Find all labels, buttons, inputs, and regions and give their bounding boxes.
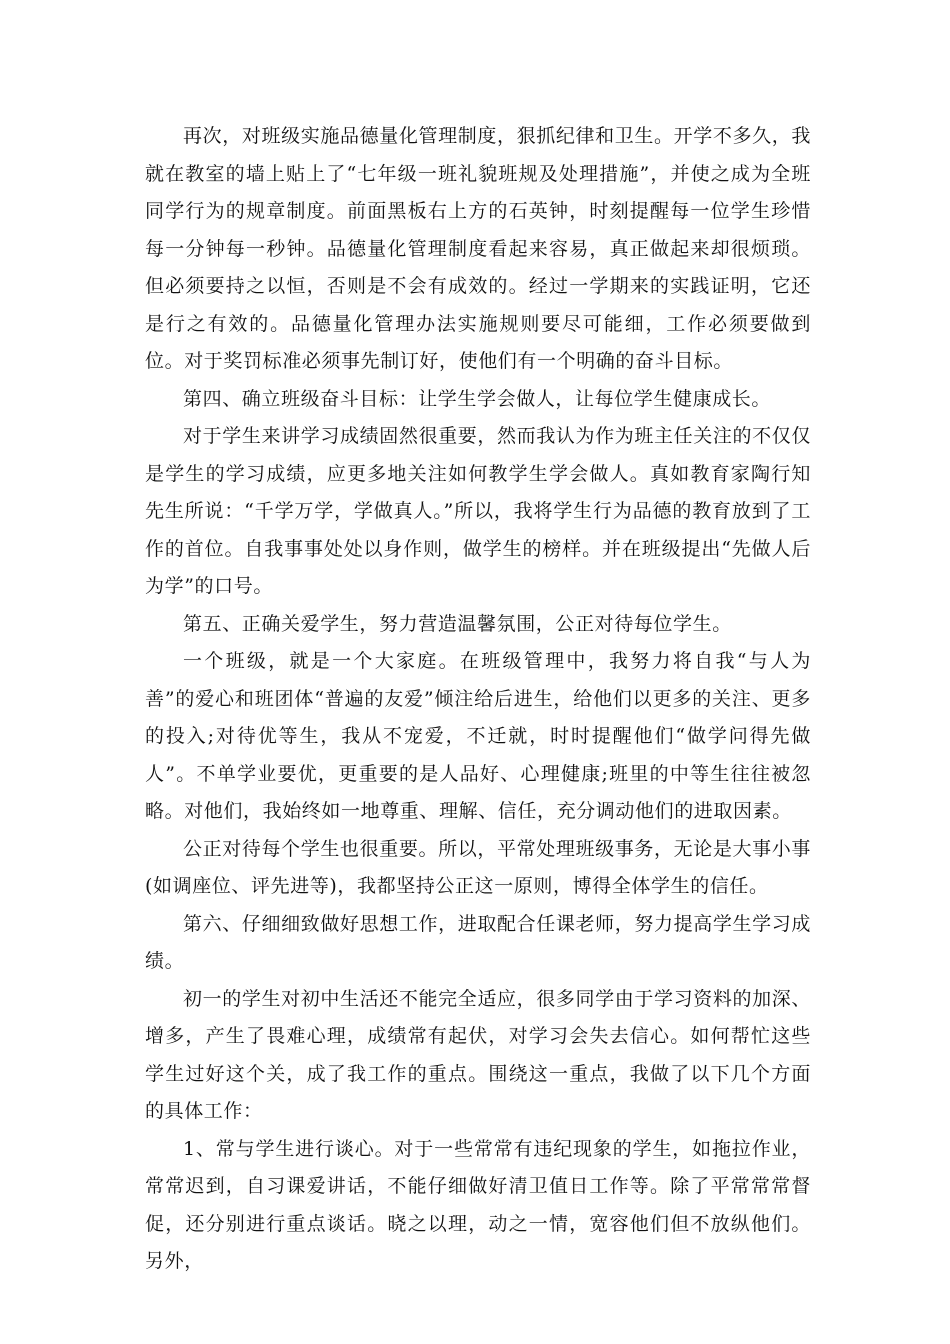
paragraph-2: 第四、确立班级奋斗目标：让学生学会做人，让每位学生健康成长。 (183, 387, 772, 410)
paragraph-9: 1、常与学生进行谈心。对于一些常常有违纪现象的学生，如拖拉作业，常常迟到，自习课爱讲话，不能仔细做好清卫值日工作等。除了平常常常督促，还分别进行重点谈话。晓之以理，动之一情，宽容他们但不放纵他们。另外， (145, 1137, 811, 1272)
paragraph-6: 公正对待每个学生也很重要。所以，平常处理班级事务，无论是大事小事(如调座位、评先进等)，我都坚持公正这一原则，博得全体学生的信任。 (145, 837, 811, 897)
paragraph-8: 初一的学生对初中生活还不能完全适应，很多同学由于学习资料的加深、增多，产生了畏难心理，成绩常有起伏，对学习会失去信心。如何帮忙这些学生过好这个关，成了我工作的重点。围绕这一重点，我做了以下几个方面的具体工作： (145, 987, 811, 1122)
paragraph-5: 一个班级，就是一个大家庭。在班级管理中，我努力将自我“与人为善”的爱心和班团体“普遍的友爱”倾注给后进生，给他们以更多的关注、更多的投入;对待优等生，我从不宠爱，不迁就，时时提醒他们“做学问得先做人”。不单学业要优，更重要的是人品好、心理健康;班里的中等生往往被忽略。对他们，我始终如一地尊重、理解、信任，充分调动他们的进取因素。 (145, 650, 811, 822)
paragraph-3: 对于学生来讲学习成绩固然很重要，然而我认为作为班主任关注的不仅仅是学生的学习成绩，应更多地关注如何教学生学会做人。真如教育家陶行知先生所说：“千学万学，学做真人。”所以，我将学生行为品德的教育放到了工作的首位。自我事事处处以身作则，做学生的榜样。并在班级提出“先做人后为学”的口号。 (145, 425, 811, 597)
document-body (145, 118, 811, 1281)
paragraph-7: 第六、仔细细致做好思想工作，进取配合任课老师，努力提高学生学习成绩。 (145, 912, 811, 972)
paragraph-1: 再次，对班级实施品德量化管理制度，狠抓纪律和卫生。开学不多久，我就在教室的墙上贴上了“七年级一班礼貌班规及处理措施”，并使之成为全班同学行为的规章制度。前面黑板右上方的石英钟，时刻提醒每一位学生珍惜每一分钟每一秒钟。品德量化管理制度看起来容易，真正做起来却很烦琐。但必须要持之以恒，否则是不会有成效的。经过一学期来的实践证明，它还是行之有效的。品德量化管理办法实施规则要尽可能细，工作必须要做到位。对于奖罚标准必须事先制订好，使他们有一个明确的奋斗目标。 (145, 125, 811, 372)
paragraph-4: 第五、正确关爱学生，努力营造温馨氛围，公正对待每位学生。 (183, 612, 732, 635)
